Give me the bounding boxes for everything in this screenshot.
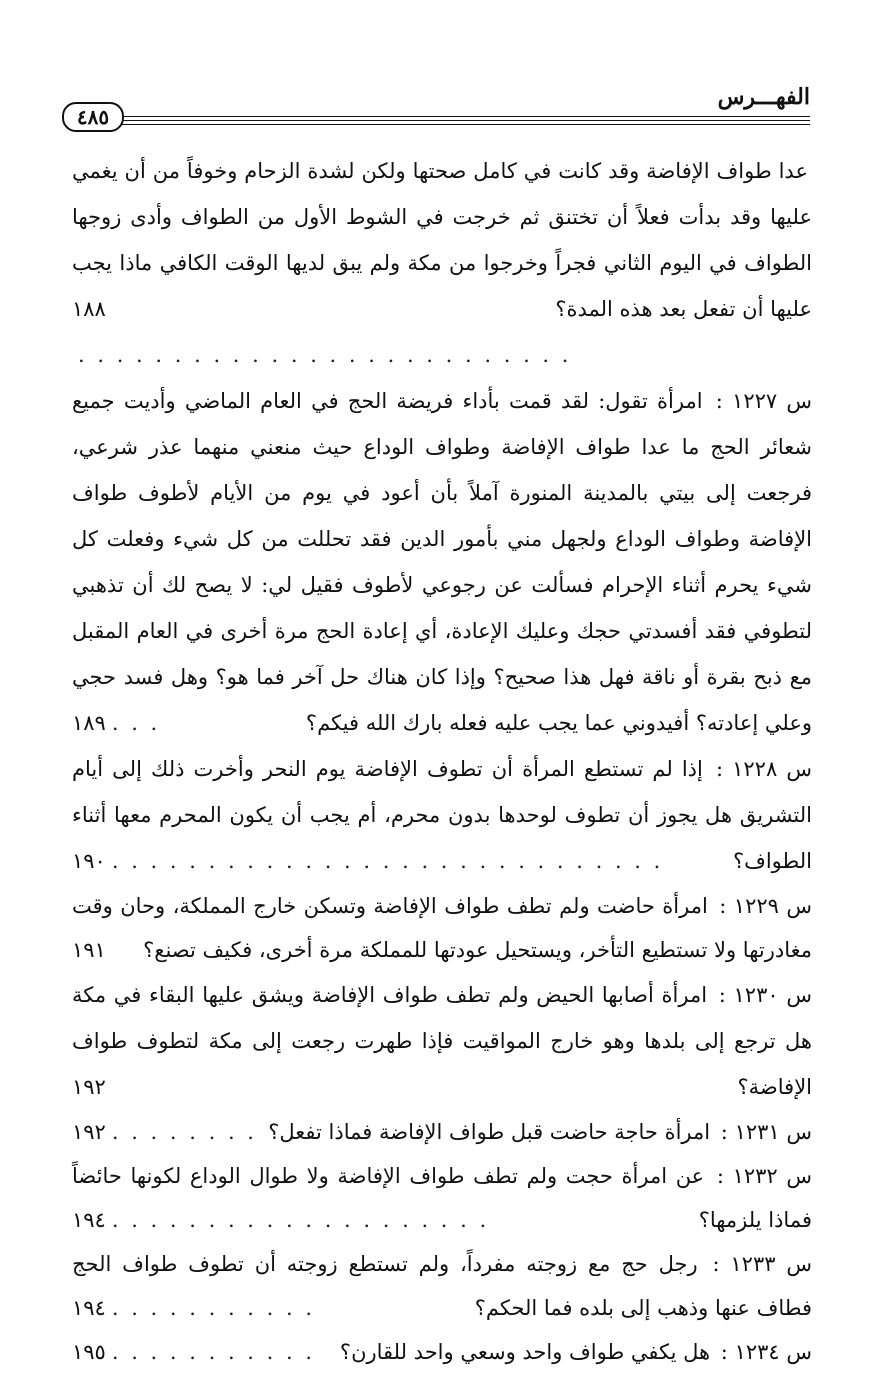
index-entry — [72, 378, 812, 746]
question-label: س ١٢٣٣ : — [712, 1252, 812, 1276]
leader-dots: . . . . . . . . — [111, 1120, 257, 1144]
question-label: س ١٢٢٨ : — [715, 757, 812, 781]
question-text: امرأة تقول: لقد قمت بأداء فريضة الحج في العام الماضي وأديت جميع شعائر الحج ما عدا طواف الإفاضة وطواف الوداع حيث منعني منهما عذر شرعي، فرجعت إلى بيتي بالمدينة المنورة آملاً بأن أعود في يوم من الأيام لأطوف طواف الإفاضة وطواف الوداع ولجهل مني بأمور الدين فقد تحللت من كل شيء وفعلت كل شيء يحرم أثناء الإحرام فسألت عن رجوعي لأطوف فقيل لي: لا يصح لك أن تذهبي لتطوفي فقد أفسدتي حجك وعليك الإعادة، أي إعادة الحج مرة أخرى في العام المقبل مع ذبح بقرة أو ناقة فهل هذا صحيح؟ وإذا كان هناك حل آخر فما هو؟ وهل فسد حجي وعلي إعادته؟ أفيدوني عما يجب عليه فعله بارك الله فيكم؟ — [72, 389, 812, 735]
page-ref: ١٩٢ — [72, 1075, 106, 1099]
question-text: هل يكفي طواف واحد وسعي واحد للقارن؟ — [339, 1340, 711, 1364]
leader-dots: . . . . . . . . . . . — [111, 1340, 316, 1364]
index-list — [72, 148, 812, 1374]
index-entry — [72, 1242, 812, 1330]
index-entry — [72, 1330, 812, 1374]
header-rule — [120, 120, 810, 121]
question-text: رجل حج مع زوجته مفرداً، ولم تستطع زوجته أن تطوف طواف الحج فطاف عنها وذهب إلى بلده فما الحكم؟ — [72, 1252, 812, 1320]
leader-dots: . . . . . . . . . . . . . . . . . . . . . . . . . . . . . — [111, 849, 664, 873]
question-text: امرأة حاجة حاضت قبل طواف الإفاضة فماذا تفعل؟ — [268, 1120, 711, 1144]
question-text: عن امرأة حجت ولم تطف طواف الإفاضة ولا طوال الوداع لكونها حائضاً فماذا يلزمها؟ — [72, 1164, 812, 1232]
page-ref: ١٨٩ — [72, 711, 106, 735]
question-label: س ١٢٣٤ : — [720, 1340, 812, 1364]
index-entry — [72, 1110, 812, 1154]
question-label: س ١٢٢٩ : — [719, 894, 812, 918]
page-ref: ١٩٤ — [72, 1208, 106, 1232]
question-label: س ١٢٣٠ : — [718, 983, 812, 1007]
question-label: س ١٢٣١ : — [720, 1120, 812, 1144]
index-entry — [72, 1154, 812, 1242]
question-text: امرأة حاضت ولم تطف طواف الإفاضة وتسكن خارج المملكة، وحان وقت مغادرتها ولا تستطيع التأخر، ويستحيل عودتها للمملكة مرة أخرى، فكيف تصنع؟ — [72, 894, 812, 962]
question-label: س ١٢٢٧ : — [715, 389, 812, 413]
question-label: س ١٢٣٢ : — [716, 1164, 812, 1188]
page-ref: ١٩٢ — [72, 1120, 106, 1144]
leader-dots: . . . . . . . . . . . — [111, 1296, 316, 1320]
page-ref: ١٨٨ — [72, 297, 106, 321]
index-entry — [72, 972, 812, 1110]
leader-dots: . . . — [111, 711, 161, 735]
question-text: عدا طواف الإفاضة وقد كانت في كامل صحتها ولكن لشدة الزحام وخوفاً من أن يغمي عليها وقد بدأت فعلاً أن تختنق ثم خرجت في الشوط الأول من الطواف وأدى زوجها الطواف في اليوم الثاني فجراً وخرجوا من مكة ولم يبق لديها الوقت الكافي ماذا يجب عليها أن تفعل بعد هذه المدة؟ — [72, 159, 812, 321]
question-text: إذا لم تستطع المرأة أن تطوف الإفاضة يوم النحر وأخرت ذلك إلى أيام التشريق هل يجوز أن تطوف لوحدها بدون محرم، أم يجب أن يكون المحرم معها أثناء الطواف؟ — [72, 757, 812, 873]
page-ref: ١٩٠ — [72, 849, 106, 873]
index-entry — [72, 884, 812, 972]
leader-dots: . . . . . . . . . . . . . . . . . . . . — [111, 1208, 490, 1232]
index-title: الفهـــرس — [717, 84, 810, 110]
page-number-badge: ٤٨٥ — [62, 102, 124, 132]
header-rule — [120, 116, 810, 117]
index-entry — [72, 148, 812, 378]
page-ref: ١٩١ — [72, 938, 106, 962]
question-text: امرأة أصابها الحيض ولم تطف طواف الإفاضة ويشق عليها البقاء في مكة هل ترجع إلى بلدها وهو خارج المواقيت فإذا طهرت رجعت إلى مكة لتطوف طواف الإفاضة؟ — [72, 983, 812, 1099]
index-entry — [72, 746, 812, 884]
page-header — [62, 78, 810, 130]
page-ref: ١٩٥ — [72, 1340, 106, 1364]
leader-dots: . . . . . . . . . . . . . . . . . . . . . . . . . . — [78, 343, 572, 367]
header-rule — [120, 124, 810, 125]
page-ref: ١٩٤ — [72, 1296, 106, 1320]
